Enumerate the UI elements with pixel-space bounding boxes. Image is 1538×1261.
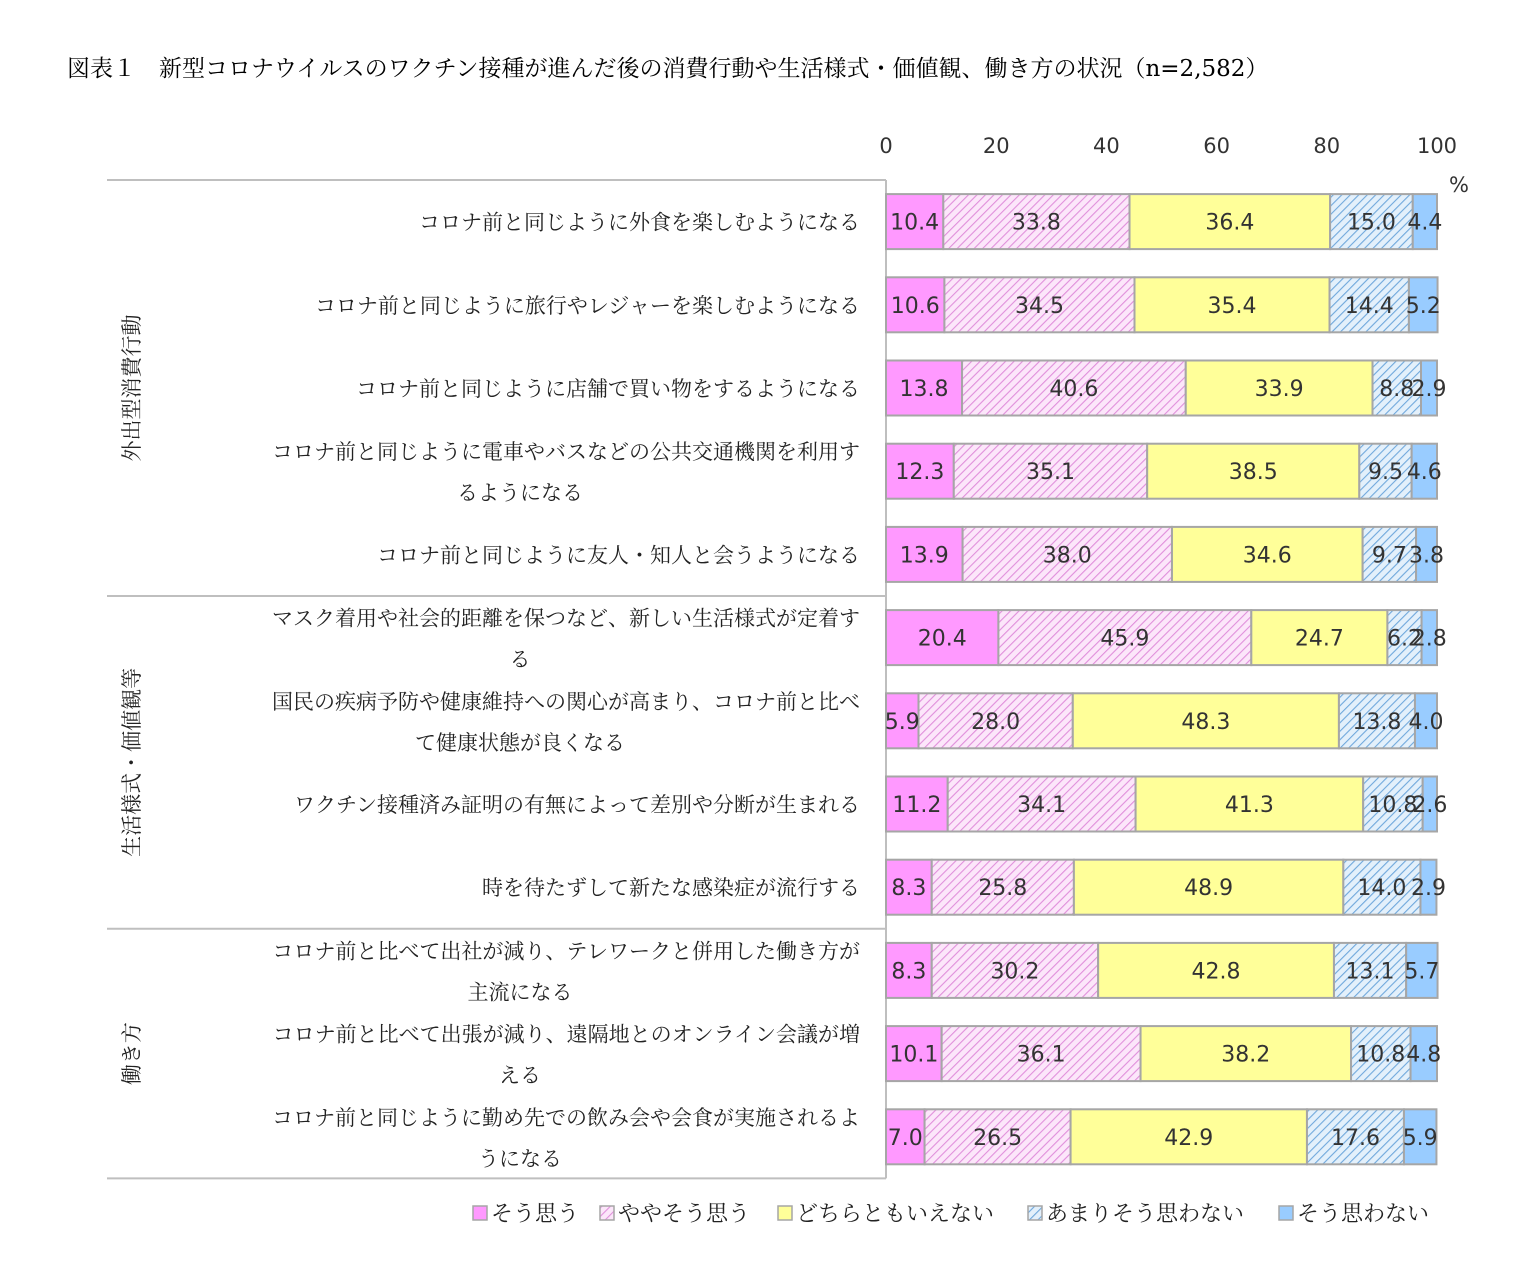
chart-title: 図表１ 新型コロナウイルスのワクチン接種が進んだ後の消費行動や生活様式・価値観、働き方の状況（n=2,582） bbox=[67, 56, 1269, 82]
category-label: 国民の疾病予防や健康維持への関心が高まり、コロナ前と比べ bbox=[272, 689, 860, 714]
data-label: 13.8 bbox=[1352, 709, 1402, 735]
data-label: 4.4 bbox=[1407, 210, 1443, 236]
data-label: 10.6 bbox=[890, 293, 940, 319]
group-label: 働き方 bbox=[120, 1022, 144, 1086]
data-label: 36.4 bbox=[1205, 210, 1255, 236]
data-label: 11.2 bbox=[892, 793, 942, 818]
data-label: 9.7 bbox=[1371, 543, 1407, 569]
x-tick-label: 60 bbox=[1203, 134, 1230, 158]
x-axis bbox=[879, 134, 1457, 158]
category-label-line2: て健康状態が良くなる bbox=[415, 730, 625, 755]
x-tick-label: 0 bbox=[879, 134, 893, 158]
data-label: 28.0 bbox=[971, 709, 1021, 735]
legend-label: ややそう思う bbox=[618, 1202, 751, 1227]
category-label: コロナ前と同じように電車やバスなどの公共交通機関を利用す bbox=[272, 440, 860, 465]
group-labels bbox=[120, 315, 144, 1086]
data-label: 30.2 bbox=[990, 959, 1040, 985]
x-tick-label: 100 bbox=[1416, 134, 1458, 158]
data-label: 34.6 bbox=[1242, 543, 1292, 569]
category-label: コロナ前と同じように友人・知人と会うようになる bbox=[377, 543, 860, 568]
data-label: 5.2 bbox=[1405, 293, 1441, 319]
data-label: 36.1 bbox=[1016, 1042, 1066, 1068]
category-label-line2: るようになる bbox=[457, 481, 583, 506]
legend-label: どちらともいえない bbox=[796, 1202, 995, 1227]
legend-label: あまりそう思わない bbox=[1046, 1202, 1245, 1227]
legend-label: そう思う bbox=[491, 1202, 580, 1227]
legend-swatch bbox=[1028, 1206, 1042, 1220]
data-label: 13.9 bbox=[899, 543, 949, 569]
x-tick-label: 80 bbox=[1313, 134, 1341, 158]
legend-swatch bbox=[1279, 1206, 1293, 1220]
data-label: 6.2 bbox=[1386, 626, 1422, 652]
data-label: 5.9 bbox=[1402, 1125, 1438, 1151]
category-label: コロナ前と同じように外食を楽しむようになる bbox=[419, 210, 860, 235]
data-label: 45.9 bbox=[1100, 626, 1150, 652]
data-label: 4.8 bbox=[1406, 1042, 1442, 1068]
data-label: 13.1 bbox=[1345, 959, 1395, 985]
data-label: 10.4 bbox=[890, 210, 940, 236]
data-label: 9.5 bbox=[1367, 460, 1403, 486]
data-label: 38.5 bbox=[1228, 460, 1278, 486]
data-label: 10.8 bbox=[1368, 793, 1418, 818]
data-label: 26.5 bbox=[973, 1125, 1023, 1151]
data-label: 25.8 bbox=[978, 876, 1028, 902]
legend bbox=[473, 1202, 1429, 1227]
data-label: 13.8 bbox=[899, 377, 949, 402]
data-label: 10.8 bbox=[1356, 1042, 1406, 1068]
data-label: 35.4 bbox=[1207, 293, 1257, 319]
category-label: コロナ前と比べて出張が減り、遠隔地とのオンライン会議が増 bbox=[272, 1022, 860, 1047]
data-label: 2.8 bbox=[1411, 626, 1447, 652]
data-label: 20.4 bbox=[917, 626, 967, 652]
bars bbox=[886, 194, 1438, 1164]
data-label: 15.0 bbox=[1346, 210, 1396, 236]
data-label: 5.7 bbox=[1404, 959, 1440, 985]
data-label: 14.0 bbox=[1357, 876, 1407, 902]
data-label: 38.2 bbox=[1221, 1042, 1271, 1068]
legend-swatch bbox=[600, 1206, 614, 1220]
data-label: 40.6 bbox=[1049, 377, 1099, 402]
category-label: コロナ前と同じように勤め先での飲み会や会食が実施されるよ bbox=[272, 1105, 860, 1130]
data-label: 4.6 bbox=[1406, 460, 1442, 486]
data-label: 34.1 bbox=[1017, 793, 1067, 818]
data-label: 2.9 bbox=[1410, 876, 1446, 902]
data-label: 42.8 bbox=[1191, 959, 1241, 985]
data-label: 8.8 bbox=[1379, 377, 1415, 402]
data-labels bbox=[885, 211, 1448, 1151]
data-label: 42.9 bbox=[1164, 1125, 1214, 1151]
legend-swatch bbox=[778, 1206, 792, 1220]
data-label: 8.3 bbox=[891, 959, 927, 985]
data-label: 4.0 bbox=[1408, 709, 1444, 735]
data-label: 2.9 bbox=[1411, 377, 1447, 402]
data-label: 17.6 bbox=[1330, 1125, 1380, 1151]
x-tick-label: 40 bbox=[1093, 134, 1120, 158]
category-label: コロナ前と比べて出社が減り、テレワークと併用した働き方が bbox=[272, 939, 860, 964]
data-label: 12.3 bbox=[895, 460, 945, 486]
data-label: 5.9 bbox=[884, 709, 920, 735]
data-label: 2.6 bbox=[1412, 793, 1448, 818]
data-label: 33.8 bbox=[1011, 210, 1061, 236]
data-label: 14.4 bbox=[1344, 293, 1394, 319]
category-label-line2: る bbox=[509, 647, 531, 672]
data-label: 3.8 bbox=[1409, 543, 1445, 569]
group-label: 生活様式・価値観等 bbox=[120, 667, 144, 857]
data-label: 38.0 bbox=[1042, 543, 1092, 569]
legend-label: そう思わない bbox=[1297, 1202, 1430, 1227]
category-label: 時を待たずして新たな感染症が流行する bbox=[482, 876, 860, 901]
data-label: 35.1 bbox=[1025, 460, 1075, 486]
category-label-line2: える bbox=[499, 1063, 541, 1088]
category-label: コロナ前と同じように旅行やレジャーを楽しむようになる bbox=[314, 293, 860, 318]
data-label: 41.3 bbox=[1224, 793, 1274, 818]
data-label: 48.9 bbox=[1184, 876, 1234, 902]
data-label: 48.3 bbox=[1181, 709, 1231, 735]
data-label: 34.5 bbox=[1014, 293, 1064, 319]
category-label-line2: 主流になる bbox=[467, 980, 573, 1005]
data-label: 24.7 bbox=[1294, 626, 1344, 652]
legend-swatch bbox=[473, 1206, 487, 1220]
data-label: 10.1 bbox=[889, 1042, 939, 1068]
category-label: コロナ前と同じように店舗で買い物をするようになる bbox=[356, 377, 860, 401]
data-label: 33.9 bbox=[1254, 377, 1304, 402]
category-labels bbox=[272, 211, 860, 1171]
category-label: ワクチン接種済み証明の有無によって差別や分断が生まれる bbox=[294, 793, 860, 817]
unit-label: % bbox=[1449, 173, 1469, 197]
data-label: 8.3 bbox=[891, 876, 927, 902]
category-label: マスク着用や社会的距離を保つなど、新しい生活様式が定着す bbox=[272, 606, 860, 631]
x-tick-label: 20 bbox=[982, 134, 1010, 158]
category-label-line2: うになる bbox=[478, 1146, 562, 1171]
data-label: 7.0 bbox=[887, 1125, 923, 1151]
group-label: 外出型消費行動 bbox=[120, 314, 144, 462]
